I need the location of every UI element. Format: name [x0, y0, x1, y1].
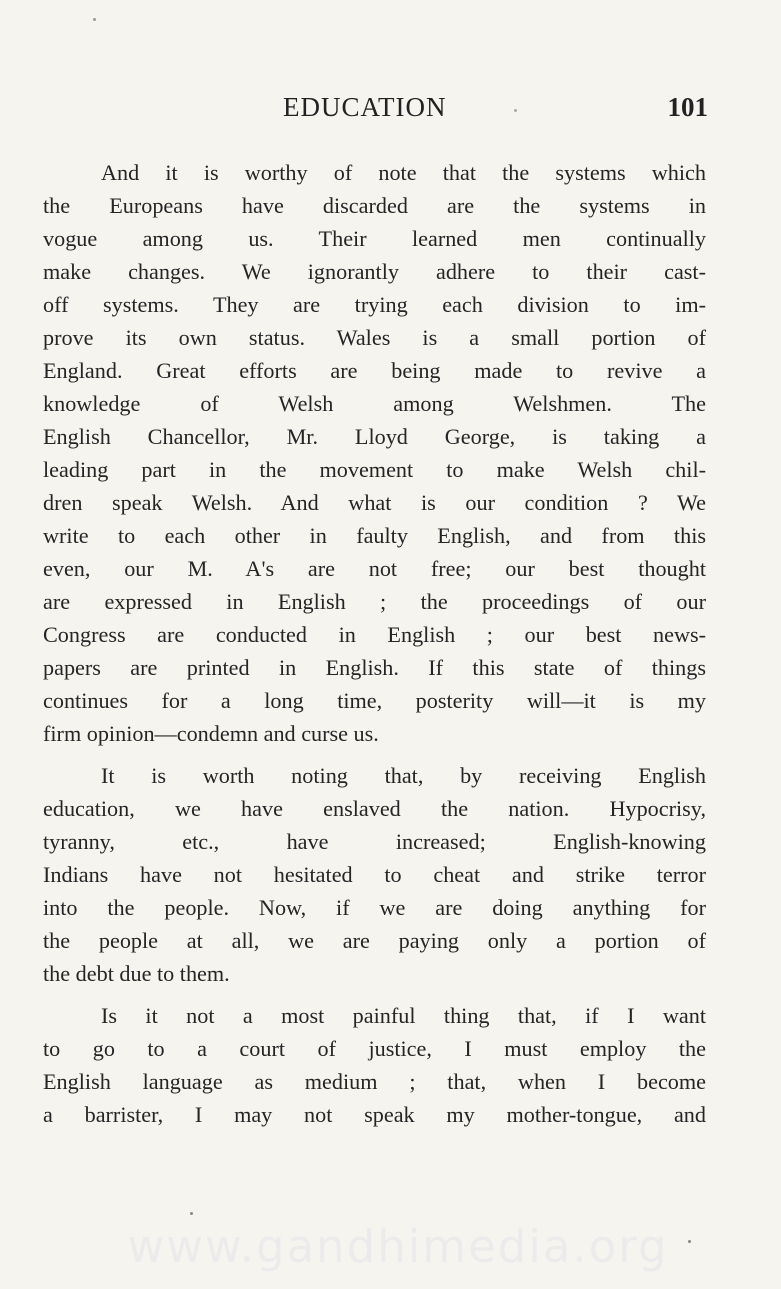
- text-line: knowledge of Welsh among Welshmen. The: [43, 391, 706, 416]
- text-line: a barrister, I may not speak my mother-tongue, and: [43, 1102, 706, 1127]
- text-line: English Chancellor, Mr. Lloyd George, is taking a: [43, 424, 706, 449]
- text-line: firm opinion—condemn and curse us.: [43, 721, 379, 746]
- paper-speck: [514, 109, 517, 112]
- text-line: vogue among us. Their learned men continually: [43, 226, 706, 251]
- text-line: Is it not a most painful thing that, if I want: [101, 1003, 706, 1028]
- paragraph-2: [43, 759, 706, 990]
- text-line: It is worth noting that, by receiving English: [101, 763, 706, 788]
- text-line: Congress are conducted in English ; our best news-: [43, 622, 706, 647]
- text-line: tyranny, etc., have increased; English-knowing: [43, 829, 706, 854]
- page-number: 101: [667, 92, 708, 122]
- paragraph-1: [43, 156, 706, 750]
- paper-speck: [190, 1212, 193, 1215]
- paragraph-3: [43, 999, 706, 1131]
- text-line: to go to a court of justice, I must employ the: [43, 1036, 706, 1061]
- text-line: English language as medium ; that, when I become: [43, 1069, 706, 1094]
- text-line: the debt due to them.: [43, 961, 230, 986]
- text-line: Indians have not hesitated to cheat and strike terror: [43, 862, 706, 887]
- text-line: papers are printed in English. If this state of things: [43, 655, 706, 680]
- watermark: www.gandhimedia.org: [127, 1220, 669, 1273]
- text-line: the people at all, we are paying only a portion of: [43, 928, 706, 953]
- running-title: EDUCATION: [283, 92, 447, 122]
- text-line: write to each other in faulty English, and from this: [43, 523, 706, 548]
- body-text: [43, 156, 706, 1140]
- text-line: prove its own status. Wales is a small portion of: [43, 325, 706, 350]
- text-line: England. Great efforts are being made to revive a: [43, 358, 706, 383]
- text-line: make changes. We ignorantly adhere to their cast-: [43, 259, 706, 284]
- paper-speck: [93, 18, 96, 21]
- text-line: leading part in the movement to make Welsh chil-: [43, 457, 706, 482]
- text-line: dren speak Welsh. And what is our condition ? We: [43, 490, 706, 515]
- text-line: the Europeans have discarded are the systems in: [43, 193, 706, 218]
- text-line: And it is worthy of note that the systems which: [101, 160, 706, 185]
- text-line: are expressed in English ; the proceedings of our: [43, 589, 706, 614]
- text-line: education, we have enslaved the nation. Hypocrisy,: [43, 796, 706, 821]
- page-header: [98, 92, 708, 132]
- text-line: continues for a long time, posterity will—it is my: [43, 688, 706, 713]
- text-line: off systems. They are trying each division to im-: [43, 292, 706, 317]
- text-line: even, our M. A's are not free; our best thought: [43, 556, 706, 581]
- text-line: into the people. Now, if we are doing anything for: [43, 895, 706, 920]
